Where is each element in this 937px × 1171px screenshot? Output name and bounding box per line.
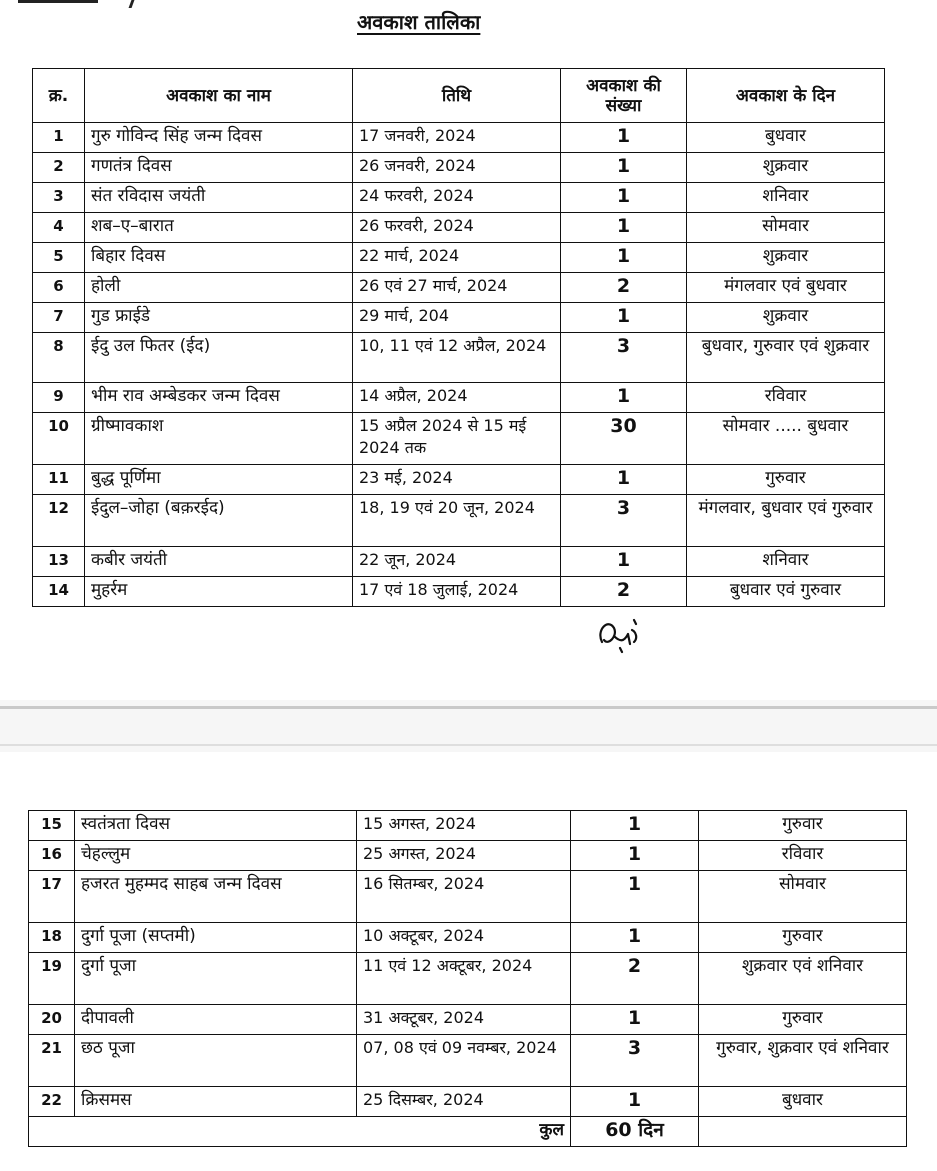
page-title: अवकाश तालिका	[357, 10, 481, 34]
header-date: तिथि	[353, 69, 561, 123]
cell-count: 1	[561, 123, 687, 153]
cell-date: 29 मार्च, 204	[353, 303, 561, 333]
cell-days: शुक्रवार	[687, 243, 885, 273]
cell-count: 1	[561, 547, 687, 577]
cell-holiday-name: हजरत मुहम्मद साहब जन्म दिवस	[75, 871, 357, 923]
cell-count: 1	[561, 243, 687, 273]
cell-days: सोमवार	[699, 871, 907, 923]
cell-days: मंगलवार एवं बुधवार	[687, 273, 885, 303]
table-row	[29, 923, 907, 953]
cell-date: 18, 19 एवं 20 जून, 2024	[353, 495, 561, 547]
table-row	[33, 577, 885, 607]
cell-count: 1	[571, 923, 699, 953]
cell-serial: 18	[29, 923, 75, 953]
cell-date: 07, 08 एवं 09 नवम्बर, 2024	[357, 1035, 571, 1087]
table-row	[29, 1005, 907, 1035]
ink-fragment-tick	[129, 0, 135, 8]
cell-holiday-name: बिहार दिवस	[85, 243, 353, 273]
cell-count: 3	[561, 495, 687, 547]
cell-serial: 3	[33, 183, 85, 213]
cell-count: 1	[561, 303, 687, 333]
cell-days: गुरुवार, शुक्रवार एवं शनिवार	[699, 1035, 907, 1087]
cell-serial: 6	[33, 273, 85, 303]
cell-date: 24 फरवरी, 2024	[353, 183, 561, 213]
table-row	[29, 953, 907, 1005]
cell-serial: 2	[33, 153, 85, 183]
cell-days: गुरुवार	[699, 1005, 907, 1035]
cell-count: 1	[561, 465, 687, 495]
cell-days: बुधवार, गुरुवार एवं शुक्रवार	[687, 333, 885, 383]
cell-holiday-name: चेहल्लुम	[75, 841, 357, 871]
table-row	[29, 1087, 907, 1117]
cell-holiday-name: मुहर्रम	[85, 577, 353, 607]
cell-holiday-name: दुर्गा पूजा	[75, 953, 357, 1005]
cell-holiday-name: ग्रीष्मावकाश	[85, 413, 353, 465]
cell-holiday-name: स्वतंत्रता दिवस	[75, 811, 357, 841]
total-label: कुल	[29, 1117, 571, 1147]
table-row	[33, 495, 885, 547]
table-row	[33, 303, 885, 333]
cell-holiday-name: ईदुल–जोहा (बक़रईद)	[85, 495, 353, 547]
holiday-table-page-2	[28, 810, 907, 1147]
total-value: 60 दिन	[571, 1117, 699, 1147]
page-top-fragment	[18, 0, 138, 10]
cell-holiday-name: भीम राव अम्बेडकर जन्म दिवस	[85, 383, 353, 413]
cell-days: रविवार	[699, 841, 907, 871]
cell-days: बुधवार	[687, 123, 885, 153]
cell-serial: 11	[33, 465, 85, 495]
cell-serial: 15	[29, 811, 75, 841]
cell-serial: 22	[29, 1087, 75, 1117]
table-row	[33, 547, 885, 577]
cell-holiday-name: दीपावली	[75, 1005, 357, 1035]
cell-count: 3	[561, 333, 687, 383]
cell-date: 16 सितम्बर, 2024	[357, 871, 571, 923]
cell-days: सोमवार ..... बुधवार	[687, 413, 885, 465]
cell-serial: 16	[29, 841, 75, 871]
cell-count: 1	[561, 183, 687, 213]
table-row	[33, 153, 885, 183]
cell-days: बुधवार	[699, 1087, 907, 1117]
page-break	[0, 700, 937, 752]
cell-serial: 21	[29, 1035, 75, 1087]
cell-date: 25 दिसम्बर, 2024	[357, 1087, 571, 1117]
cell-date: 15 अप्रैल 2024 से 15 मई 2024 तक	[353, 413, 561, 465]
cell-days: गुरुवार	[687, 465, 885, 495]
header-serial: क्र.	[33, 69, 85, 123]
cell-count: 1	[571, 1087, 699, 1117]
cell-days: सोमवार	[687, 213, 885, 243]
cell-count: 3	[571, 1035, 699, 1087]
table-row	[33, 123, 885, 153]
table-row	[33, 183, 885, 213]
cell-date: 10 अक्टूबर, 2024	[357, 923, 571, 953]
table-row	[29, 811, 907, 841]
cell-date: 15 अगस्त, 2024	[357, 811, 571, 841]
cell-count: 1	[561, 213, 687, 243]
table-row	[33, 413, 885, 465]
header-count: अवकाश की संख्या	[561, 69, 687, 123]
cell-count: 1	[571, 1005, 699, 1035]
total-empty-cell	[699, 1117, 907, 1147]
table-row	[29, 841, 907, 871]
cell-holiday-name: दुर्गा पूजा (सप्तमी)	[75, 923, 357, 953]
cell-serial: 13	[33, 547, 85, 577]
cell-serial: 17	[29, 871, 75, 923]
page-edge-shadow	[0, 706, 937, 709]
cell-date: 17 जनवरी, 2024	[353, 123, 561, 153]
cell-days: गुरुवार	[699, 923, 907, 953]
cell-count: 1	[571, 871, 699, 923]
cell-count: 2	[561, 577, 687, 607]
cell-holiday-name: कबीर जयंती	[85, 547, 353, 577]
cell-count: 1	[571, 841, 699, 871]
table-row	[33, 465, 885, 495]
cell-days: शनिवार	[687, 183, 885, 213]
table-header-row	[33, 69, 885, 123]
cell-holiday-name: छठ पूजा	[75, 1035, 357, 1087]
cell-holiday-name: बुद्ध पूर्णिमा	[85, 465, 353, 495]
cell-date: 23 मई, 2024	[353, 465, 561, 495]
cell-holiday-name: शब–ए–बारात	[85, 213, 353, 243]
holiday-table-page-1	[32, 68, 885, 607]
cell-date: 10, 11 एवं 12 अप्रैल, 2024	[353, 333, 561, 383]
cell-holiday-name: गुरु गोविन्द सिंह जन्म दिवस	[85, 123, 353, 153]
cell-serial: 1	[33, 123, 85, 153]
cell-date: 14 अप्रैल, 2024	[353, 383, 561, 413]
header-holiday-name: अवकाश का नाम	[85, 69, 353, 123]
cell-days: शनिवार	[687, 547, 885, 577]
ink-fragment	[18, 0, 98, 3]
signature-mark	[594, 612, 654, 658]
cell-days: गुरुवार	[699, 811, 907, 841]
table-row	[33, 383, 885, 413]
cell-days: शुक्रवार एवं शनिवार	[699, 953, 907, 1005]
cell-serial: 14	[33, 577, 85, 607]
cell-days: रविवार	[687, 383, 885, 413]
cell-serial: 10	[33, 413, 85, 465]
table-row	[29, 1035, 907, 1087]
cell-holiday-name: होली	[85, 273, 353, 303]
table-row	[33, 213, 885, 243]
cell-date: 26 फरवरी, 2024	[353, 213, 561, 243]
cell-days: शुक्रवार	[687, 303, 885, 333]
table-row	[29, 871, 907, 923]
cell-holiday-name: संत रविदास जयंती	[85, 183, 353, 213]
cell-count: 1	[561, 153, 687, 183]
cell-serial: 5	[33, 243, 85, 273]
table-row	[33, 333, 885, 383]
cell-date: 26 एवं 27 मार्च, 2024	[353, 273, 561, 303]
cell-holiday-name: क्रिसमस	[75, 1087, 357, 1117]
cell-count: 1	[561, 383, 687, 413]
cell-serial: 7	[33, 303, 85, 333]
cell-holiday-name: गणतंत्र दिवस	[85, 153, 353, 183]
total-row	[29, 1117, 907, 1147]
cell-serial: 19	[29, 953, 75, 1005]
cell-date: 26 जनवरी, 2024	[353, 153, 561, 183]
cell-serial: 20	[29, 1005, 75, 1035]
cell-date: 11 एवं 12 अक्टूबर, 2024	[357, 953, 571, 1005]
table-row	[33, 273, 885, 303]
cell-days: शुक्रवार	[687, 153, 885, 183]
cell-date: 31 अक्टूबर, 2024	[357, 1005, 571, 1035]
cell-date: 22 मार्च, 2024	[353, 243, 561, 273]
cell-count: 30	[561, 413, 687, 465]
cell-count: 1	[571, 811, 699, 841]
table-row	[33, 243, 885, 273]
cell-serial: 9	[33, 383, 85, 413]
cell-holiday-name: गुड फ्राईडे	[85, 303, 353, 333]
cell-serial: 12	[33, 495, 85, 547]
cell-serial: 8	[33, 333, 85, 383]
cell-date: 17 एवं 18 जुलाई, 2024	[353, 577, 561, 607]
cell-count: 2	[561, 273, 687, 303]
page-edge-shadow	[0, 744, 937, 746]
cell-date: 22 जून, 2024	[353, 547, 561, 577]
header-days: अवकाश के दिन	[687, 69, 885, 123]
cell-serial: 4	[33, 213, 85, 243]
cell-holiday-name: ईदु उल फितर (ईद)	[85, 333, 353, 383]
cell-count: 2	[571, 953, 699, 1005]
cell-date: 25 अगस्त, 2024	[357, 841, 571, 871]
cell-days: मंगलवार, बुधवार एवं गुरुवार	[687, 495, 885, 547]
cell-days: बुधवार एवं गुरुवार	[687, 577, 885, 607]
